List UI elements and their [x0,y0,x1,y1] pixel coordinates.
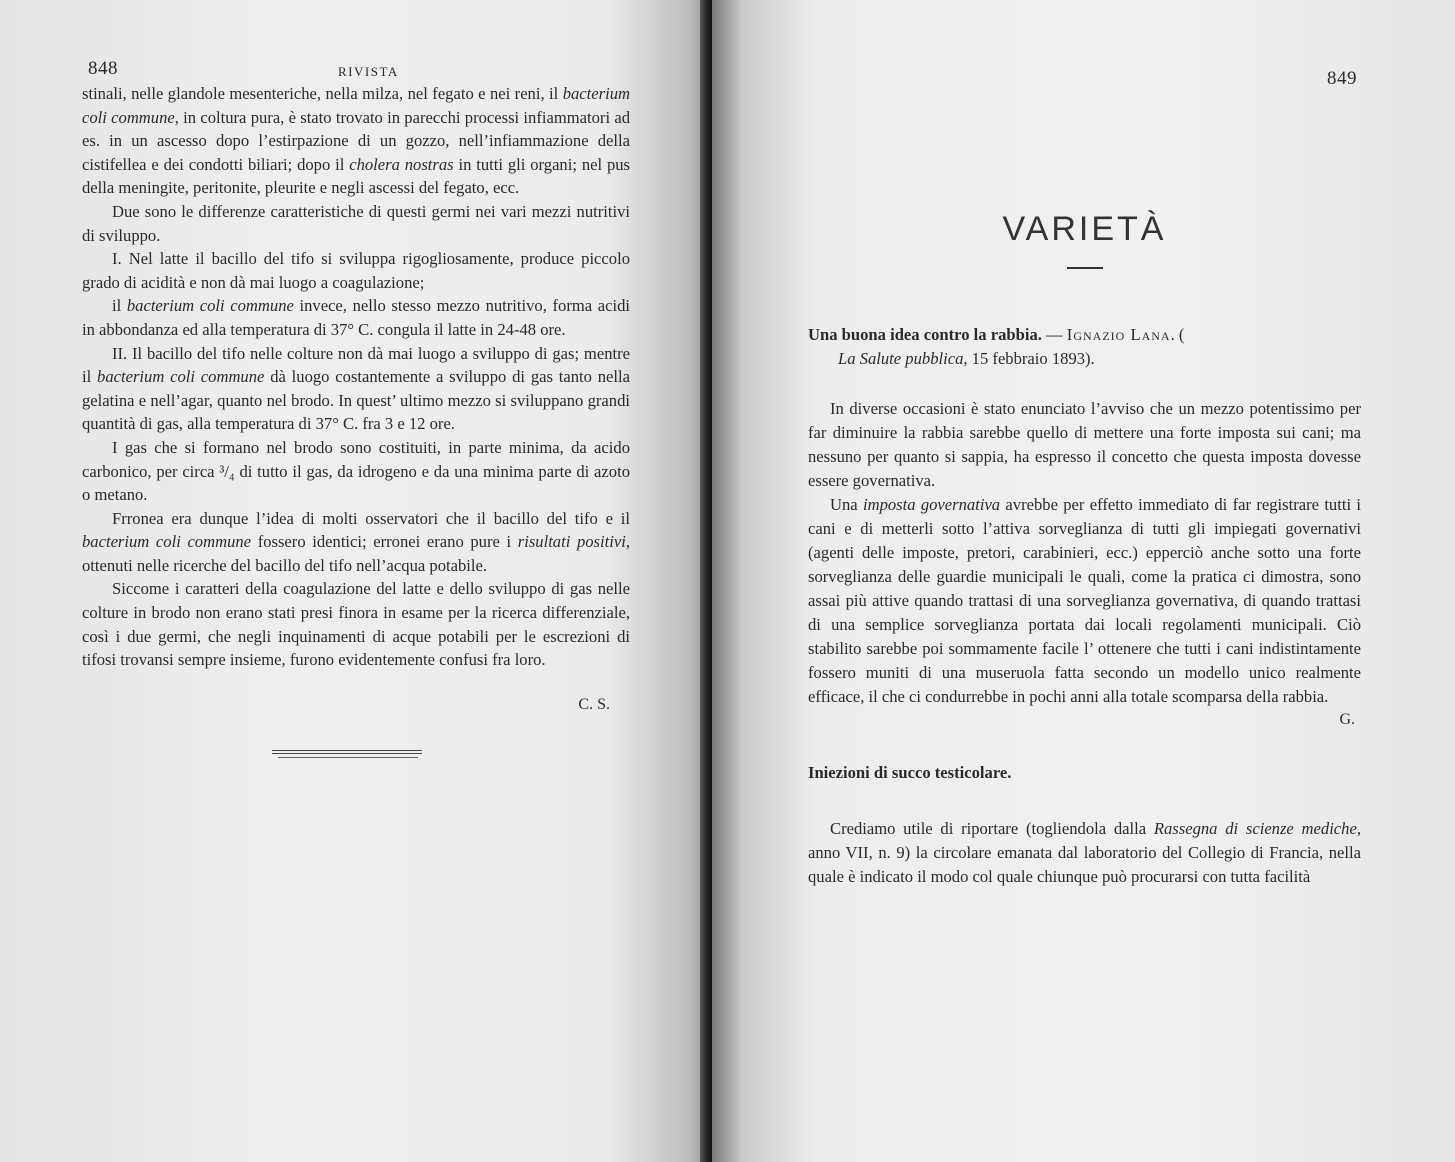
italic-text: cholera nostras [349,154,454,174]
italic-text: bacterium coli commune [82,84,630,127]
text-run: stinali, nelle glandole mesenteriche, nella milza, nel fegato e nei reni, il [82,84,563,103]
title-rule [1067,267,1103,269]
text-run: Crediamo utile di riportare (togliendola dalla [830,819,1154,838]
section-title: VARIETÀ [1002,210,1167,248]
article-source-date: , 15 febbraio 1893). [963,349,1095,368]
text-run: Una [830,495,863,514]
paragraph [808,397,1361,493]
italic-text: bacterium coli commune [82,532,252,552]
paragraph [82,507,630,578]
text-run: Due sono le differenze caratteristiche di questi germi nei vari mezzi nutritivi di sviluppo. [82,201,630,245]
paragraph [82,436,630,507]
article-heading [808,761,1361,785]
text-run: I. Nel latte il bacillo del tifo si sviluppa rigogliosamente, produce piccolo grado di acidità e non dà mai luogo a coagulazione; [82,249,630,292]
paragraph [82,200,630,247]
italic-text: Rassegna di scienze mediche [1153,819,1357,838]
text-run: invece, nello stesso mezzo nutritivo, forma acidi in abbondanza ed alla temperatura di 37° C. congula il latte in 24-48 ore. [82,296,630,339]
article-title: Iniezioni di succo testicolare. [808,763,1012,782]
left-running-head [82,58,630,82]
left-body-text [82,82,630,672]
running-title: RIVISTA [338,64,399,79]
text-run: fossero identici; erronei erano pure i [251,532,518,552]
italic-text: risultati positivi [517,532,626,552]
text-run: Siccome i caratteri della coagulazione del latte e dello sviluppo di gas nelle colture in brodo non erano stati presi finora in esame per la ricerca differenziale, così i due germi, che negli inquinamenti di acque potabili per le escrezioni di tifosi trovansi sempre insieme, furono evidentemente confusi fra loro. [82,579,630,670]
paragraph [82,577,630,671]
text-run: dà luogo costantemente a sviluppo di gas tanto nella gelatina e nell’agar, quanto nel brodo. In quest’ ultimo mezzo si sviluppano grandi quantità di gas, alla temperatura di 37° C. fra 3 e 12 ore. [82,367,630,434]
page-number: 848 [88,58,118,79]
article-succo-testicolare [808,761,1361,889]
article-author: Ignazio Lana [1066,325,1171,344]
left-page-content [82,58,630,758]
text-run: I gas che si formano nel brodo sono costituiti, in parte minima, da acido carbonico, per circa ³/₄ di tutto il gas, da idrogeno e da una minima parte di azoto o metano. [82,437,630,505]
article-source-open: . ( [1170,325,1185,344]
article-heading [808,323,1361,371]
paragraph [82,247,630,294]
text-run: , anno VII, n. 9) la circolare emanata dal laboratorio del Collegio di Francia, nella quale è indicato il modo col quale chiunque può procurarsi con tutta facilità [808,819,1361,886]
italic-text: imposta governativa [862,495,1001,514]
text-run: In diverse occasioni è stato enunciato l’avviso che un mezzo potentissimo per far diminuire la rabbia sarebbe quello di mettere una forte imposta sui cani; ma nessuno per quanto si sappia, ha espresso il concetto che questa imposta dovesse essere governativa. [808,399,1361,490]
article-signature: G. [1339,711,1355,728]
paragraph [808,817,1361,889]
text-run: Frronea era dunque l’idea di molti osservatori che il bacillo del tifo e il [112,508,630,528]
left-signature: C. S. [578,695,610,713]
article-dash: — [1041,325,1067,344]
article-body [808,817,1361,889]
paragraph [82,82,630,200]
article-body [808,397,1361,709]
paragraph [82,342,630,436]
left-page [0,0,712,1162]
end-rule [272,750,422,754]
end-rule-secondary [278,757,418,758]
text-run: il [112,296,127,316]
text-run: in tutti gli organi; nel pus della meningite, peritonite, pleurite e negli ascessi del fegato, ecc. [82,154,630,198]
article-title: Una buona idea contro la rabbia. [808,325,1042,344]
italic-text: bacterium coli commune [97,367,265,387]
paragraph [82,294,630,341]
text-run: avrebbe per effetto immediato di far registrare tutti i cani e di metterli sotto l’attiva sorveglianza di tutti gli impiegati governativi (agenti delle imposte, pretori, carabinieri, ecc.) epperciò anche sotto una forte sorveglianza delle guardie municipali le quali, come la pratica ci dimostra, sono assai più attive quando trattasi di una sorveglianza governativa, di quando trattasi di una semplice sorveglianza portata dai locali regolamenti municipali. Ciò stabilito sarebbe poi sommamente facile l’ ottenere che tutti i cani indistintamente fossero muniti di una museruola fatta secondo un modello unico realmente efficace, il che ci condurrebbe in pochi anni alla totale scomparsa della rabbia. [808,495,1361,706]
italic-text: bacterium coli commune [126,296,294,316]
article-rabbia [808,323,1361,729]
text-run: , in coltura pura, è stato trovato in parecchi processi infiammatori ad es. in un ascesso dopo l’estirpazione di un gozzo, nell’infiammazione della cistifellea e dei condotti biliari; dopo il [82,107,630,174]
paragraph [808,493,1361,709]
text-run: , ottenuti nelle ricerche del bacillo del tifo nell’acqua potabile. [82,532,630,575]
right-page-content [808,68,1361,889]
article-source-journal: La Salute pubblica [838,349,964,368]
text-run: II. Il bacillo del tifo nelle colture non dà mai luogo a sviluppo di gas; mentre il [82,343,630,387]
right-page [712,0,1455,1162]
page-number: 849 [1327,68,1357,89]
